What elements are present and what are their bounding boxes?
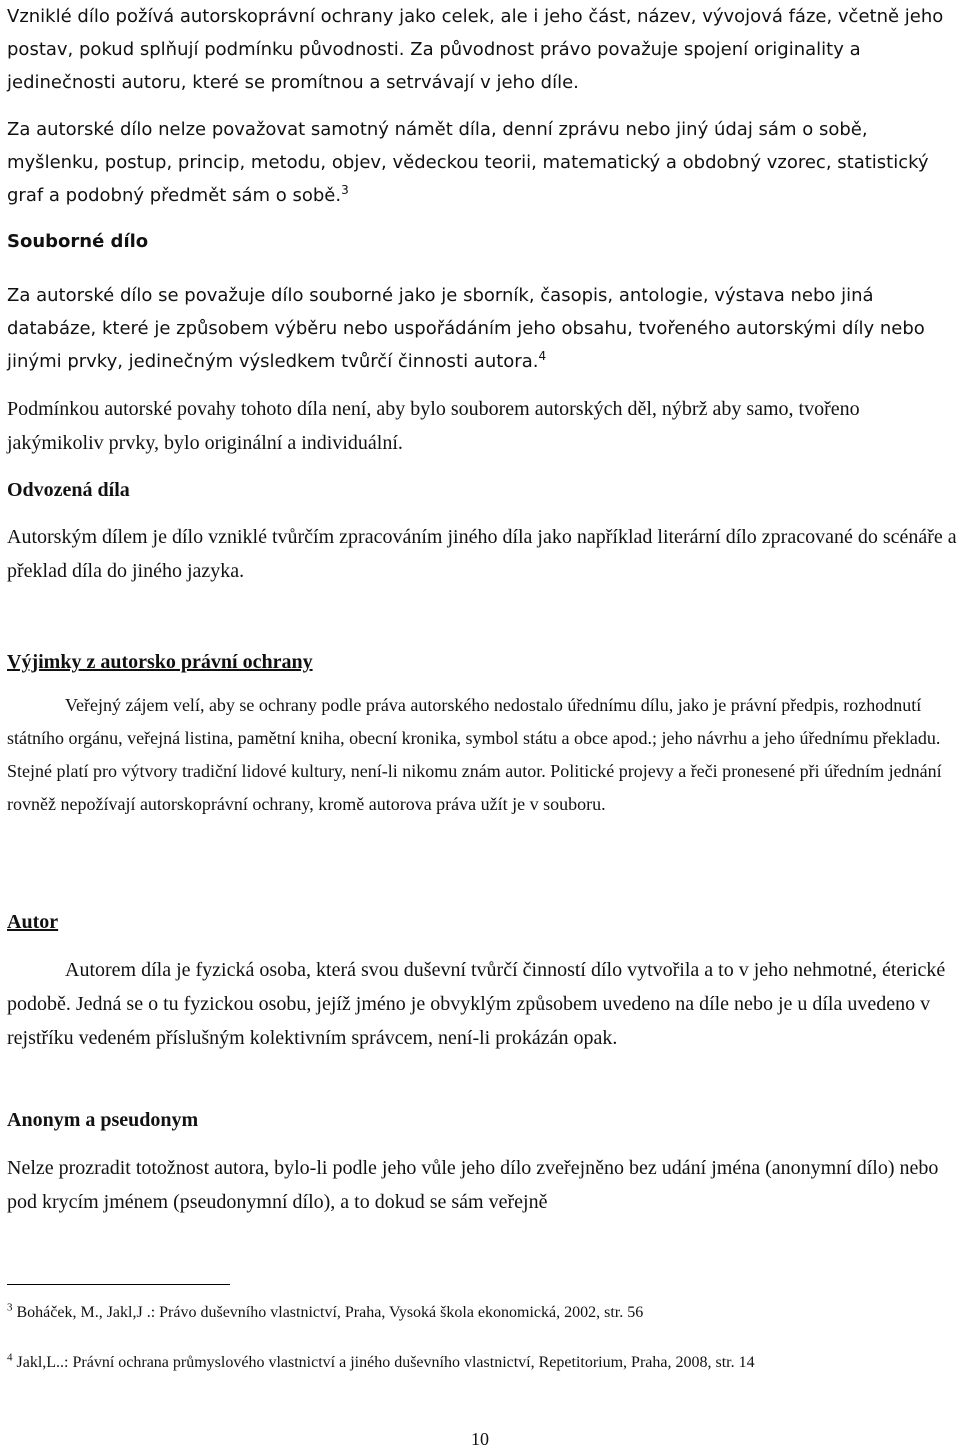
heading-vyjimky: Výjimky z autorsko právní ochrany (7, 651, 313, 673)
page-number: 10 (471, 1429, 489, 1449)
paragraph-odvozena-dila: Autorským dílem je dílo vzniklé tvůrčím zpracováním jiného díla jako například literární dílo zpracované do scénáře a překlad díla do jiného jazyka. (7, 526, 957, 582)
paragraph-podminka: Podmínkou autorské povahy tohoto díla není, aby bylo souborem autorských děl, nýbrž aby samo, tvořeno jakýmikoliv prvky, bylo originální a individuální. (7, 398, 860, 454)
paragraph-puvodnost: Vzniklé dílo požívá autorskoprávní ochrany jako celek, ale i jeho část, název, vývojová fáze, včetně jeho postav, pokud splňují podmínku původnosti. Za původnost právo považuje spojení originality a jedinečnosti autoru, které se promítnou a setrvávají v jeho díle. (7, 6, 944, 93)
paragraph-vyjimky: Veřejný zájem velí, aby se ochrany podle práva autorského nedostalo úřednímu dílu, jako je právní předpis, rozhodnutí státního orgánu, veřejná listina, pamětní kniha, obecní kronika, symbol státu a obce apod.; jeho návrhu a jeho úřednímu překladu. Stejné platí pro výtvory tradiční lidové kultury, není-li nikomu znám autor. Politické projevy a řeči pronesené při úředním jednání rovněž nepožívají autorskoprávní ochrany, kromě autorova práva užít je v souboru. (7, 695, 942, 814)
footnote-separator (7, 1284, 230, 1285)
heading-anonym: Anonym a pseudonym (7, 1109, 199, 1131)
footnote-4: $^4$ Jakl,L..: Právní ochrana průmyslového vlastnictví a jiného duševního vlastnictví, Repetitorium, Praha, 2008, str. 14 (7, 1351, 755, 1371)
paragraph-autor: Autorem díla je fyzická osoba, která svou duševní tvůrčí činností dílo vytvořila a to v jeho nehmotné, éterické podobě. Jedná se o tu fyzickou osobu, jejíž jméno je obvyklým způsobem uvedeno na díle nebo je u díla uvedeno v rejstříku vedeném příslušným kolektivním správcem, není-li prokázán opak. (7, 959, 946, 1049)
footnote-ref: 3 (341, 183, 349, 197)
heading-autor: Autor (7, 911, 59, 933)
footnote-3: $^3$ Boháček, M., Jakl,J .: Právo duševního vlastnictví, Praha, Vysoká škola ekonomická, 2002, str. 56 (7, 1301, 644, 1321)
paragraph-souborne-dilo: Za autorské dílo se považuje dílo souborné jako je sborník, časopis, antologie, výstava nebo jiná databáze, které je způsobem výběru nebo uspořádáním jeho obsahu, tvořeného autorskými díly nebo jinými prvky, jedinečným výsledkem tvůrčí činnosti autora.$^4$ (7, 285, 925, 372)
footnote-ref: 4 (538, 349, 547, 363)
heading-souborne-dilo: Souborné dílo (7, 231, 149, 252)
heading-odvozena-dila: Odvozená díla (7, 479, 130, 501)
paragraph-nelze-povazovat: Za autorské dílo nelze považovat samotný námět díla, denní zprávu nebo jiný údaj sám o sobě, myšlenku, postup, princip, metodu, objev, vědeckou teorii, matematický a obdobný vzorec, statistický graf a podobný předmět sám o sobě.$^3$ (7, 119, 929, 206)
paragraph-anonym: Nelze prozradit totožnost autora, bylo-li podle jeho vůle jeho dílo zveřejněno bez udání jména (anonymní dílo) nebo pod krycím jménem (pseudonymní dílo), a to dokud se sám veřejně (7, 1157, 939, 1213)
